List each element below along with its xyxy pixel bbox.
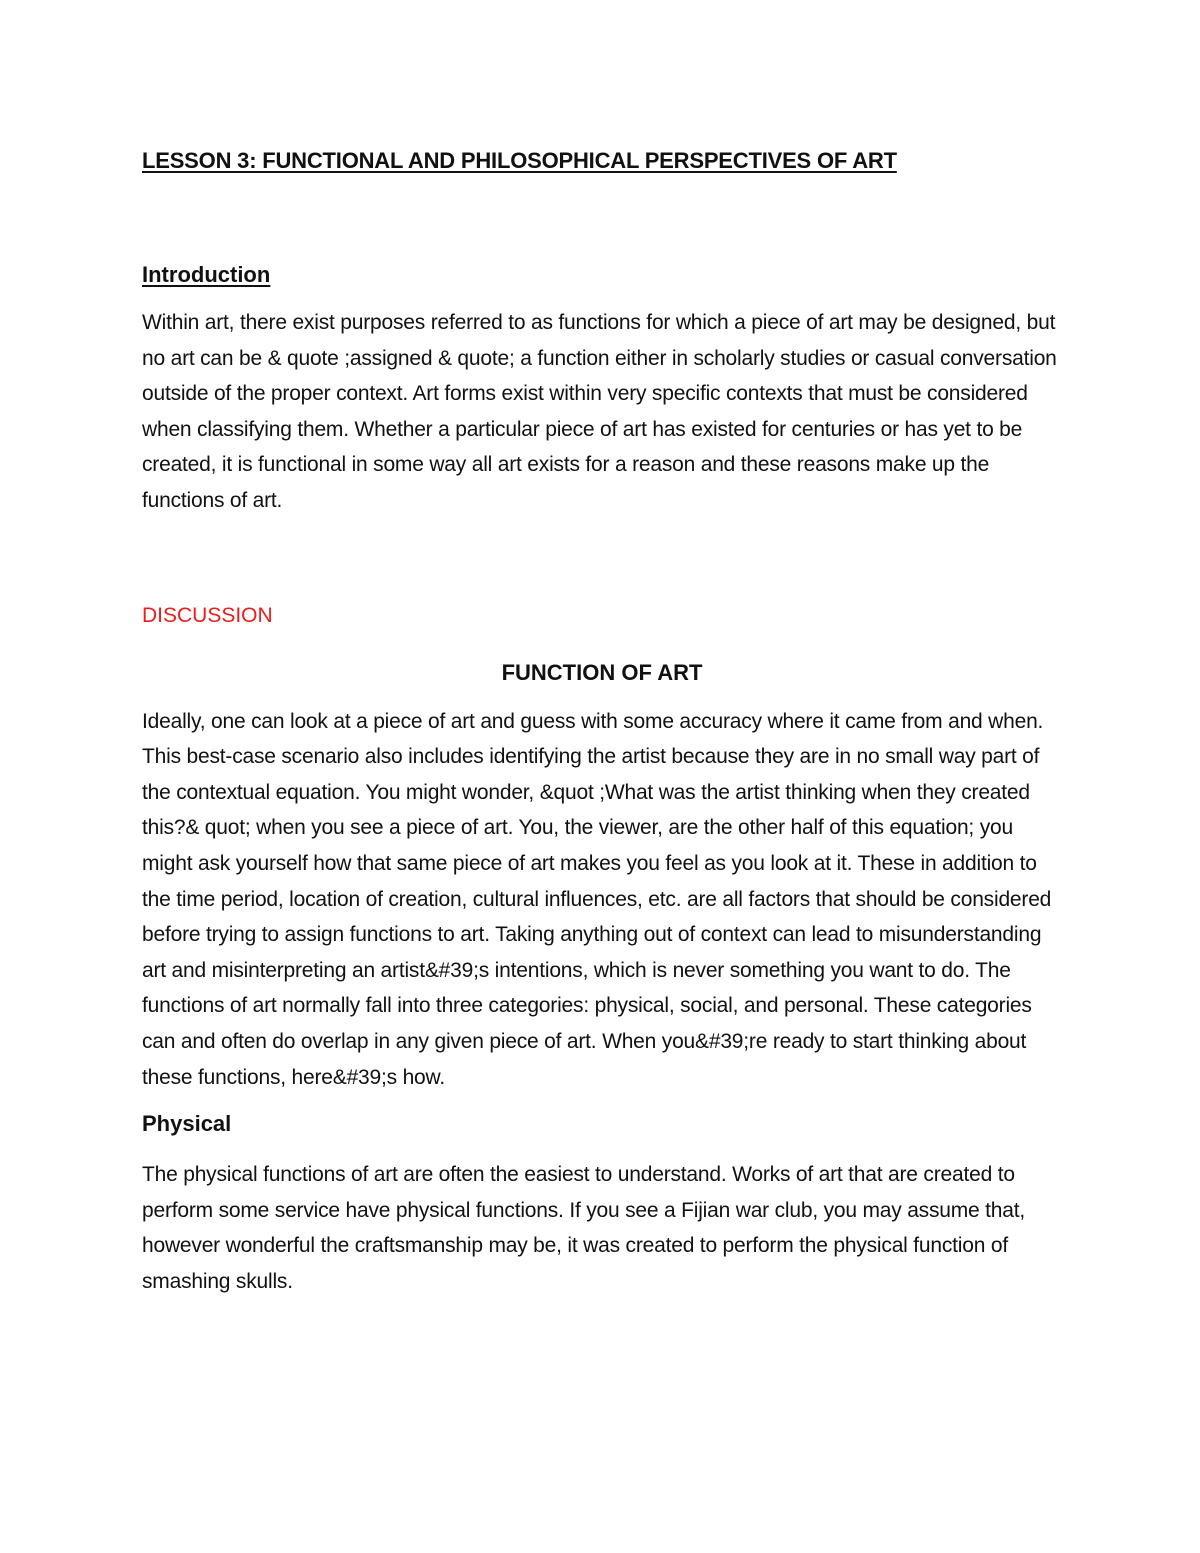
physical-paragraph: The physical functions of art are often the easiest to understand. Works of art that are created to perform some service have physical functions. If you see a Fijian war club, you may assume that, however wonderful the craftsmanship may be, it was created to perform the physical function of smashing skulls. — [142, 1163, 1026, 1293]
function-of-art-heading: FUNCTION OF ART — [501, 659, 703, 685]
physical-heading: Physical — [142, 1111, 232, 1137]
document-content — [142, 146, 1062, 1299]
lesson-title: LESSON 3: FUNCTIONAL AND PHILOSOPHICAL PERSPECTIVES OF ART — [142, 148, 897, 173]
introduction-heading: Introduction — [142, 262, 271, 287]
introduction-paragraph: Within art, there exist purposes referred to as functions for which a piece of art may be designed, but no art can be & quote ;assigned & quote; a function either in scholarly studies or casual conversation outside of the proper context. Art forms exist within very specific contexts that must be considered when classifying them. Whether a particular piece of art has existed for centuries or has yet to be created, it is functional in some way all art exists for a reason and these reasons make up the functions of art. — [142, 311, 1057, 512]
function-of-art-paragraph: Ideally, one can look at a piece of art and guess with some accuracy where it came from and when. This best-case scenario also includes identifying the artist because they are in no small way part of the contextual equation. You might wonder, &quot ;What was the artist thinking when they created this?& quot; when you see a piece of art. You, the viewer, are the other half of this equation; you might ask yourself how that same piece of art makes you feel as you look at it. These in addition to the time period, location of creation, cultural influences, etc. are all factors that should be considered before trying to assign functions to art. Taking anything out of context can lead to misunderstanding art and misinterpreting an artist&#39;s intentions, which is never something you want to do. The functions of art normally fall into three categories: physical, social, and personal. These categories can and often do overlap in any given piece of art. When you&#39;re ready to start thinking about these functions, here&#39;s how. — [142, 709, 1052, 1089]
discussion-label: DISCUSSION — [142, 603, 273, 627]
